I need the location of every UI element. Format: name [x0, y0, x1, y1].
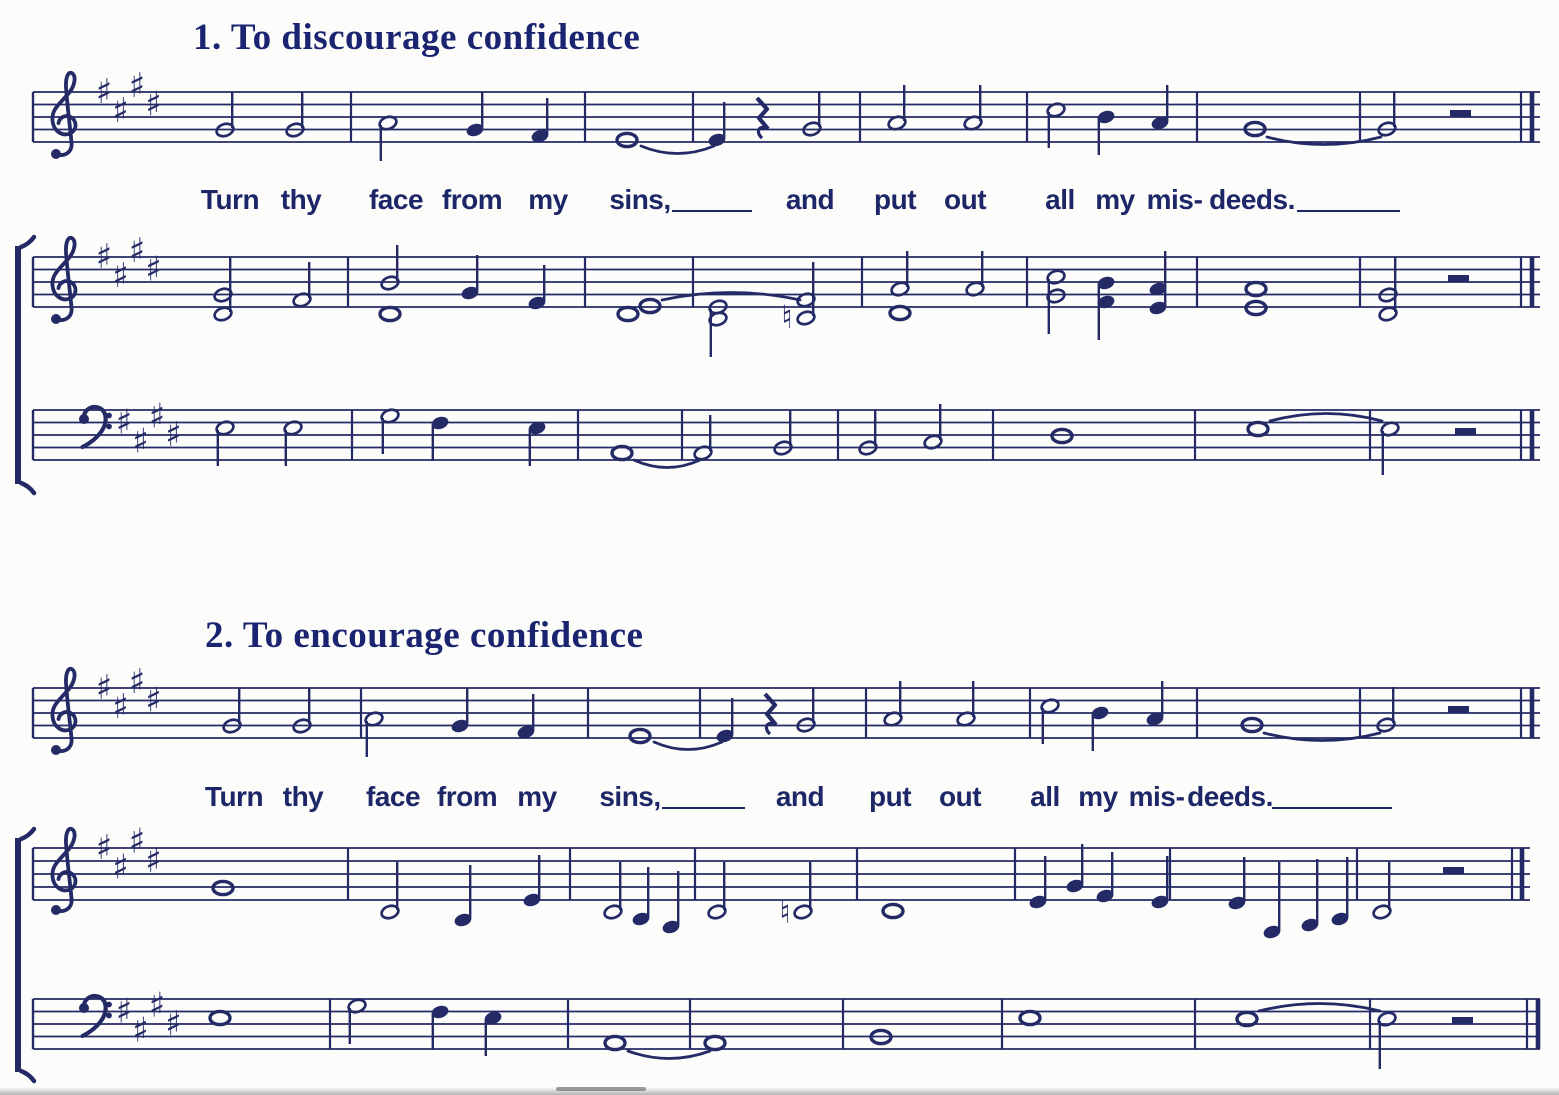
lyric-word: put	[873, 184, 917, 215]
lyric-word: out	[943, 184, 987, 215]
key-signature-sharp-icon: ♯	[128, 821, 146, 862]
system-bracket	[15, 246, 21, 484]
whole-note-head	[705, 1036, 725, 1049]
lyric-word: face	[368, 184, 424, 215]
lyric-word: -	[1193, 184, 1203, 215]
whole-note-head	[618, 307, 638, 320]
system-bracket	[15, 237, 34, 493]
lyric-word: my	[1095, 184, 1135, 215]
lyric-word: all	[1030, 781, 1060, 812]
bass-clef-icon	[79, 996, 112, 1036]
tie-curve	[641, 146, 714, 154]
whole-note-head	[612, 446, 632, 459]
whole-note-head	[883, 904, 903, 917]
tie-curve	[628, 1051, 710, 1059]
whole-note-head	[213, 881, 233, 894]
half-rest-icon	[1448, 275, 1469, 282]
system-bracket-hook	[21, 237, 34, 247]
scan-edge-shadow	[0, 1087, 1559, 1095]
tie-curve	[662, 293, 800, 301]
tie-curve	[1264, 733, 1380, 741]
tie-curve	[1259, 1004, 1380, 1012]
lyric-word: and	[775, 781, 825, 812]
key-signature-sharp-icon: ♯	[95, 828, 113, 868]
bass-clef-icon	[83, 407, 106, 447]
staff-melody-2	[33, 662, 1540, 757]
lyric-word: face	[365, 781, 421, 812]
treble-clef-icon	[52, 829, 75, 911]
key-signature-sharp-icon: ♯	[112, 255, 129, 296]
lyrics-line-2	[0, 781, 1559, 821]
lyric-extender-line	[1297, 210, 1400, 212]
bass-clef-icon	[83, 996, 106, 1036]
natural-sign-icon: ♮	[779, 893, 791, 931]
key-signature-sharp-icon: ♯	[145, 680, 162, 721]
system-bracket	[15, 838, 21, 1072]
key-signature-sharp-icon: ♯	[95, 668, 113, 708]
whole-note-head	[1248, 422, 1268, 435]
half-rest-icon	[1452, 1017, 1473, 1024]
key-signature-sharp-icon: ♯	[95, 237, 113, 277]
lyric-extender-line	[672, 210, 752, 212]
half-rest-icon	[1443, 867, 1464, 874]
key-signature-sharp-icon: ♯	[128, 230, 146, 271]
quarter-rest-icon	[757, 98, 768, 129]
system-bracket-hook	[21, 483, 34, 493]
natural-sign-icon: ♮	[781, 298, 793, 336]
key-signature-sharp-icon: ♯	[112, 686, 129, 727]
lyric-word: sins,	[599, 781, 661, 812]
lyric-extender-line	[1272, 807, 1392, 809]
lyric-word: Turn	[204, 781, 264, 812]
whole-note-head	[1246, 301, 1266, 314]
lyric-word: thy	[280, 184, 322, 215]
staff-alto-2	[33, 822, 1530, 941]
whole-note-head	[630, 729, 650, 742]
whole-note-head	[890, 306, 910, 319]
tie-curve	[654, 742, 722, 750]
key-signature-sharp-icon: ♯	[148, 985, 166, 1026]
lyric-word: and	[785, 184, 835, 215]
treble-clef-icon	[51, 73, 76, 159]
staff-alto-1	[33, 231, 1540, 357]
key-signature-sharp-icon: ♯	[115, 402, 133, 443]
key-signature-sharp-icon: ♯	[128, 661, 146, 702]
bass-clef-dot	[106, 1013, 112, 1019]
lyric-word: from	[436, 781, 498, 812]
system-bracket-hook	[21, 829, 34, 839]
bass-clef-icon	[79, 407, 112, 447]
lyric-word: mis	[1146, 184, 1194, 215]
whole-note-head	[380, 307, 400, 320]
lyric-word: my	[517, 781, 557, 812]
treble-clef-icon	[51, 829, 76, 915]
treble-clef-icon	[51, 669, 76, 755]
system-bracket	[15, 829, 34, 1081]
lyric-word: thy	[282, 781, 324, 812]
treble-clef-icon	[51, 238, 76, 324]
whole-note-head	[605, 1036, 625, 1049]
staff-bass-1	[33, 396, 1540, 475]
key-signature-sharp-icon: ♯	[115, 991, 133, 1032]
lyric-word: deeds.	[1209, 184, 1295, 215]
lyric-word: my	[1078, 781, 1118, 812]
key-signature-sharp-icon: ♯	[112, 847, 129, 888]
key-signature-sharp-icon: ♯	[95, 72, 113, 112]
lyric-word: put	[868, 781, 912, 812]
whole-note-head	[617, 133, 637, 146]
key-signature-sharp-icon: ♯	[145, 84, 162, 125]
system-bracket-hook	[21, 1071, 34, 1081]
key-signature-sharp-icon: ♯	[165, 1004, 182, 1044]
tie-curve	[1270, 414, 1382, 422]
lyric-word: deeds.	[1187, 781, 1273, 812]
bass-clef-dot	[106, 424, 112, 430]
lyric-word: from	[441, 184, 503, 215]
whole-note-head	[210, 1011, 230, 1024]
whole-note-head	[1052, 429, 1072, 442]
lyric-word: mis	[1128, 781, 1176, 812]
bass-clef-dot	[106, 413, 112, 419]
half-rest-icon	[1455, 428, 1476, 435]
key-signature-sharp-icon: ♯	[128, 65, 146, 106]
tie-curve	[634, 460, 700, 468]
lyric-word: -	[1175, 781, 1185, 812]
staff-melody-1	[33, 66, 1540, 161]
half-rest-icon	[1450, 110, 1471, 117]
lyric-word: my	[528, 184, 568, 215]
lyric-word: sins,	[609, 184, 671, 215]
staff-bass-2	[33, 985, 1540, 1069]
key-signature-sharp-icon: ♯	[145, 249, 162, 290]
example-1-title: 1. To discourage confidence	[193, 17, 641, 58]
lyric-extender-line	[662, 807, 745, 809]
half-rest-icon	[1448, 706, 1469, 713]
bass-clef-dot	[106, 1002, 112, 1008]
key-signature-sharp-icon: ♯	[132, 1010, 149, 1051]
key-signature-sharp-icon: ♯	[145, 841, 162, 881]
lyric-word: all	[1045, 184, 1075, 215]
key-signature-sharp-icon: ♯	[112, 90, 129, 131]
key-signature-sharp-icon: ♯	[165, 415, 182, 455]
key-signature-sharp-icon: ♯	[148, 396, 166, 437]
whole-note-head	[1020, 1011, 1040, 1024]
whole-note-head	[1246, 282, 1266, 295]
lyric-word: Turn	[200, 184, 260, 215]
lyric-word: out	[938, 781, 982, 812]
example-2-title: 2. To encourage confidence	[205, 615, 644, 656]
whole-note-head	[640, 299, 660, 312]
key-signature-sharp-icon: ♯	[132, 421, 149, 462]
tie-curve	[1267, 137, 1381, 145]
quarter-rest-icon	[765, 694, 776, 725]
lyrics-line-1	[0, 184, 1559, 224]
